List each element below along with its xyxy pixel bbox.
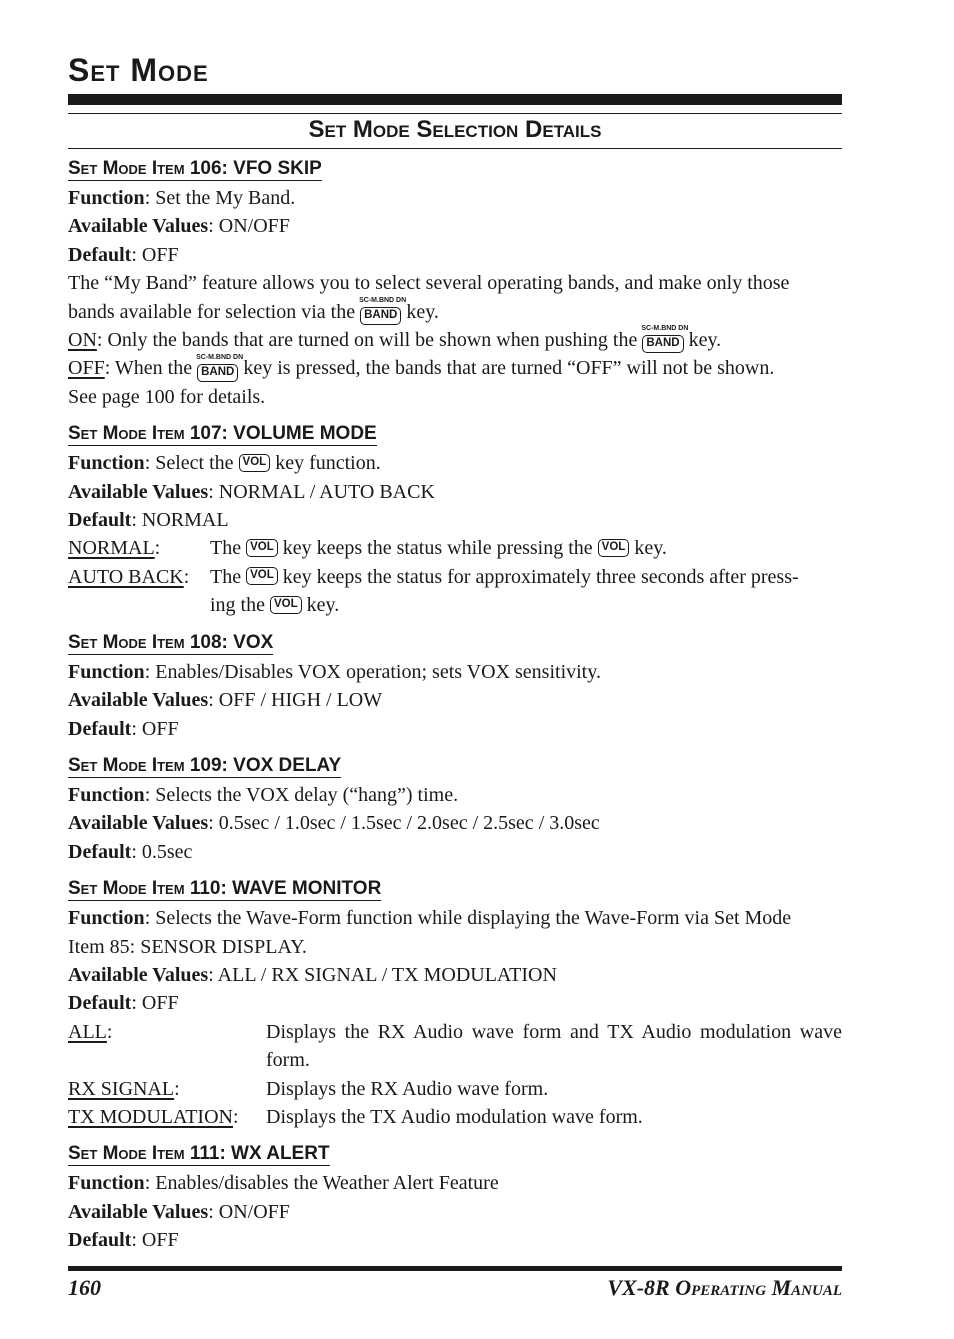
item-110 — [68, 874, 842, 1131]
values-line: Available Values: ALL / RX SIGNAL / TX MODULATION — [68, 963, 557, 986]
values-line: Available Values: ON/OFF — [68, 1200, 290, 1223]
option-auto-back: AUTO BACK: The VOL key keeps the status for approximately three seconds after press- ing the VOL key. — [68, 565, 799, 617]
option-rx-signal: RX SIGNAL: Displays the RX Audio wave form. — [68, 1077, 549, 1100]
band-key-icon: SC-M.BND DN BAND — [197, 364, 238, 382]
vol-key-icon: VOL — [598, 539, 630, 557]
section-rule-bottom — [68, 148, 842, 149]
manual-title: VX-8R Operating Manual — [607, 1275, 842, 1300]
item-heading: Set Mode Item 108: VOX — [68, 631, 274, 653]
function-line: Function: Set the My Band. — [68, 187, 296, 209]
description-line: bands available for selection via the SC-M.BND DN BAND key. — [68, 298, 842, 326]
section-rule-top — [68, 113, 842, 114]
item-heading: Set Mode Item 106: VFO SKIP — [68, 158, 322, 179]
default-line: Default: OFF — [68, 717, 179, 740]
item-heading: Set Mode Item 111: WX ALERT — [68, 1143, 330, 1165]
item-heading: Set Mode Item 109: VOX DELAY — [68, 754, 342, 776]
default-line: Default: OFF — [68, 1229, 179, 1252]
values-line: Available Values: NORMAL / AUTO BACK — [68, 480, 435, 503]
vol-key-icon: VOL — [239, 454, 271, 472]
content — [68, 154, 842, 1263]
function-line: Function: Enables/disables the Weather Alert Feature — [68, 1172, 499, 1195]
item-111 — [68, 1139, 842, 1254]
default-line: Default: OFF — [68, 243, 179, 266]
see-page-line: See page 100 for details. — [68, 385, 266, 408]
footer-rule — [68, 1266, 842, 1271]
vol-key-icon: VOL — [246, 539, 278, 557]
item-106 — [68, 154, 842, 411]
title-rule — [68, 94, 842, 105]
default-line: Default: NORMAL — [68, 509, 229, 532]
default-line: Default: 0.5sec — [68, 840, 193, 863]
option-normal: NORMAL: The VOL key keeps the status while pressing the VOL key. — [68, 537, 667, 560]
option-off: OFF: When the SC-M.BND DN BAND key is pressed, the bands that are turned “OFF” will not be shown. — [68, 354, 842, 382]
item-109 — [68, 751, 842, 866]
option-table — [68, 534, 842, 619]
band-key-icon: SC-M.BND DN BAND — [642, 335, 683, 353]
item-heading: Set Mode Item 107: VOLUME MODE — [68, 423, 377, 445]
item-108 — [68, 628, 842, 743]
function-line: Function: Select the VOL key function. — [68, 452, 381, 475]
band-key-icon: SC-M.BND DN BAND — [360, 307, 401, 325]
option-tx-modulation: TX MODULATION: Displays the TX Audio modulation wave form. — [68, 1105, 643, 1128]
option-all: ALL: Displays the RX Audio wave form and TX Audio modulation wave form. — [68, 1020, 842, 1072]
values-line: Available Values: OFF / HIGH / LOW — [68, 689, 383, 712]
default-line: Default: OFF — [68, 992, 179, 1015]
option-table — [68, 1018, 842, 1132]
vol-key-icon: VOL — [246, 567, 278, 585]
item-107 — [68, 419, 842, 619]
function-line-cont: Item 85: SENSOR DISPLAY. — [68, 935, 307, 958]
option-on: ON: Only the bands that are turned on will be shown when pushing the SC-M.BND DN BAND key. — [68, 326, 842, 354]
item-heading: Set Mode Item 110: WAVE MONITOR — [68, 878, 382, 900]
values-line: Available Values: ON/OFF — [68, 215, 290, 238]
values-line: Available Values: 0.5sec / 1.0sec / 1.5sec / 2.0sec / 2.5sec / 3.0sec — [68, 812, 600, 835]
description-line: The “My Band” feature allows you to select several operating bands, and make only those — [68, 272, 790, 295]
section-title: Set Mode Selection Details — [308, 116, 602, 143]
page-number: 160 — [68, 1275, 101, 1300]
function-line: Function: Selects the Wave-Form function while displaying the Wave-Form via Set Mode — [68, 907, 792, 930]
function-line: Function: Enables/Disables VOX operation; sets VOX sensitivity. — [68, 660, 601, 683]
function-line: Function: Selects the VOX delay (“hang”) time. — [68, 783, 459, 806]
vol-key-icon: VOL — [270, 596, 302, 614]
page-title: Set Mode — [68, 52, 209, 88]
